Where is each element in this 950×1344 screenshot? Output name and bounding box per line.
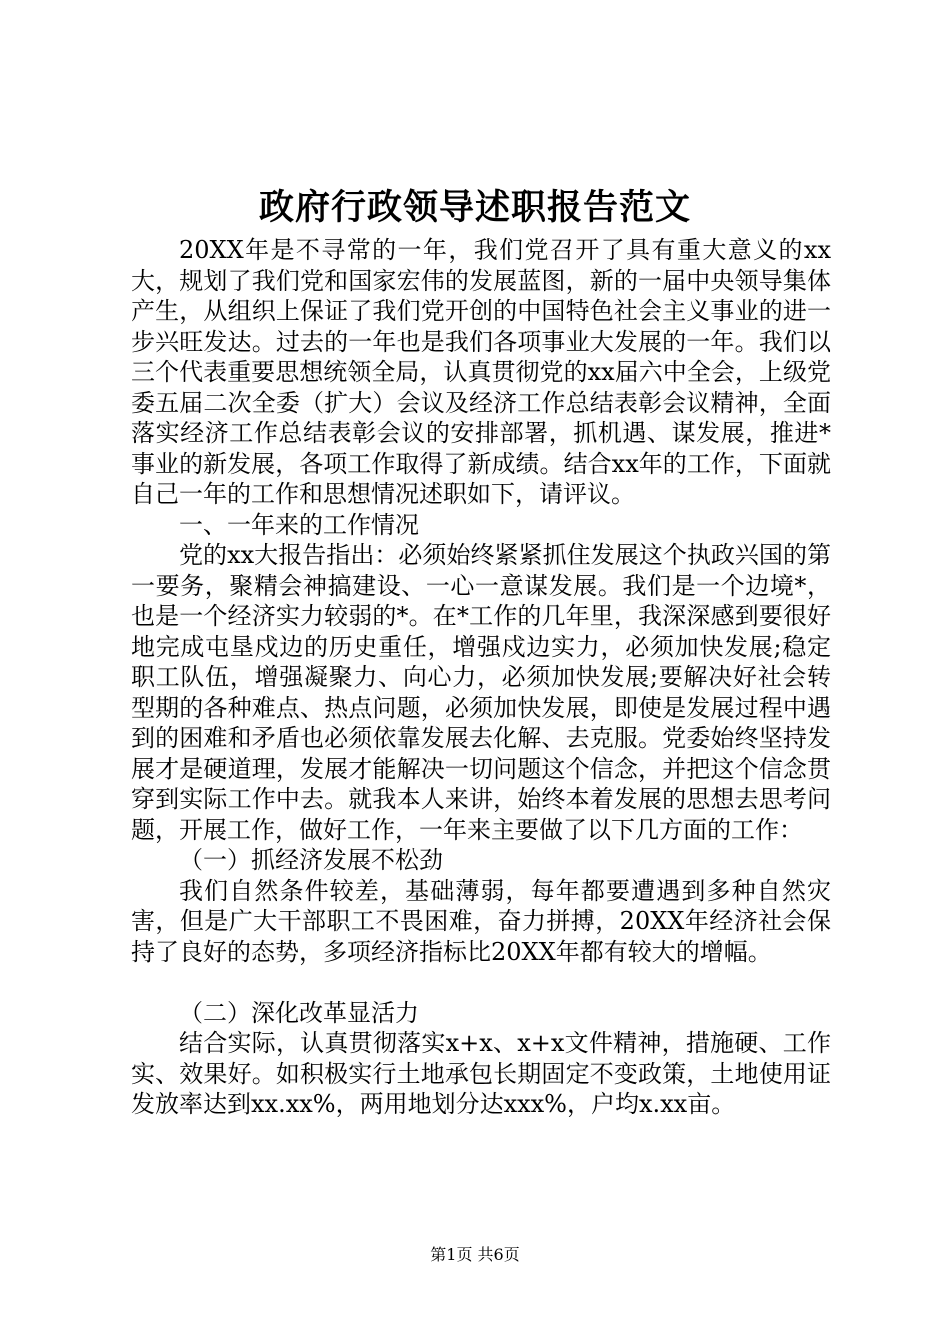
section-heading-1: 一、一年来的工作情况 <box>179 510 419 539</box>
paragraph-section-1: 党的xx大报告指出：必须始终紧紧抓住发展这个执政兴国的第一要务，聚精会神搞建设、一心一意谋发展。我们是一个边境*，也是一个经济实力较弱的*。在*工作的几年里，我深深感到要很好地完成屯垦戍边的历史重任，增强戍边实力，必须加快发展;稳定职工队伍，增强凝聚力、向心力，必须加快发展;要解决好社会转型期的各种难点、热点问题，必须加快发展，即使是发展过程中遇到的困难和矛盾也必须依靠发展去化解、去克服。党委始终坚持发展才是硬道理，发展才能解决一切问题这个信念，并把这个信念贯穿到实际工作中去。就我本人来讲，始终本着发展的思想去思考问题，开展工作，做好工作，一年来主要做了以下几方面的工作： <box>131 541 831 844</box>
document-body <box>131 235 831 1120</box>
blank-line <box>131 967 831 998</box>
document-title: 政府行政领导述职报告范文 <box>258 187 691 228</box>
paragraph-intro: 20XX年是不寻常的一年，我们党召开了具有重大意义的xx大，规划了我们党和国家宏伟的发展蓝图，新的一届中央领导集体产生，从组织上保证了我们党开创的中国特色社会主义事业的进一步兴旺发达。过去的一年也是我们各项事业大发展的一年。我们以三个代表重要思想统领全局，认真贯彻党的xx届六中全会，上级党委五届二次全委（扩大）会议及经济工作总结表彰会议精神，全面落实经济工作总结表彰会议的安排部署，抓机遇、谋发展，推进*事业的新发展，各项工作取得了新成绩。结合xx年的工作，下面就自己一年的工作和思想情况述职如下，请评议。 <box>131 236 831 508</box>
paragraph-subsection-2: 结合实际，认真贯彻落实x+x、x+x文件精神，措施硬、工作实、效果好。如积极实行土地承包长期固定不变政策，土地使用证发放率达到xx.xx%，两用地划分达xxx%，户均x.xx亩。 <box>131 1029 831 1118</box>
subsection-heading-1: （一）抓经济发展不松劲 <box>179 846 443 874</box>
paragraph-subsection-1: 我们自然条件较差，基础薄弱，每年都要遭遇到多种自然灾害，但是广大干部职工不畏困难，奋力拼搏，20XX年经济社会保持了良好的态势，多项经济指标比20XX年都有较大的增幅。 <box>131 876 831 966</box>
page-footer: 第1页 共6页 <box>430 1245 520 1264</box>
subsection-heading-2: （二）深化改革显活力 <box>179 998 419 1027</box>
